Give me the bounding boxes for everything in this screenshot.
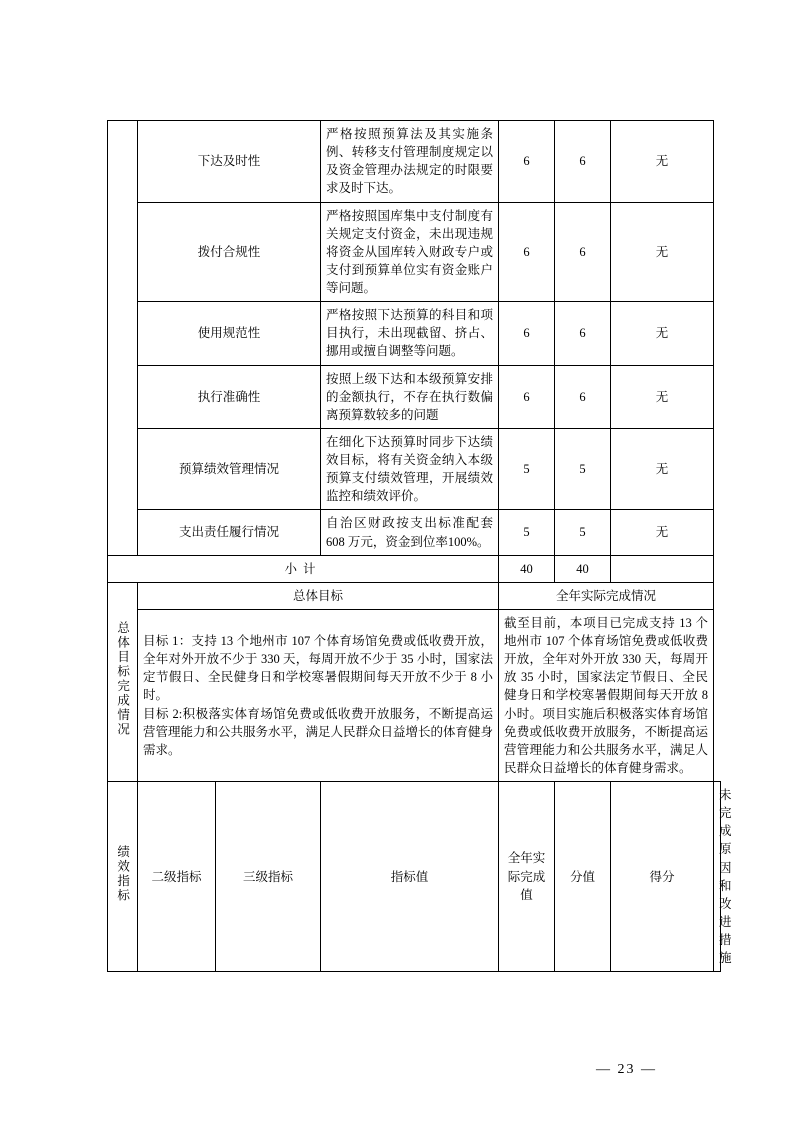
indicator-description: 严格按照下达预算的科目和项目执行，未出现截留、挤占、挪用或擅自调整等问题。 [321,302,499,365]
indicator-value: 5 [499,510,555,555]
indicator-score: 6 [555,365,611,428]
indicator-name: 执行准确性 [138,365,321,428]
indicator-value: 6 [499,365,555,428]
indicator-score: 6 [555,202,611,302]
indicator-description: 按照上级下达和本级预算安排的金额执行，不存在执行数偏离预算数较多的问题 [321,365,499,428]
overall-goal-row-label-text: 总体目标完成情况 [115,621,130,738]
table-row [108,428,721,510]
overall-header-row [108,582,721,609]
subtotal-value: 40 [499,555,555,582]
column-header-actual-value: 全年实际完成值 [499,782,555,972]
performance-table-wrapper [107,120,732,972]
overall-body-row [108,609,721,781]
subtotal-label: 小计 [108,555,499,582]
row-group-blank [108,121,138,556]
indicator-name: 预算绩效管理情况 [138,428,321,510]
performance-indicator-row-label-text: 绩效指标 [115,845,130,904]
indicator-description: 在细化下达预算时同步下达绩效目标，将有关资金纳入本级预算支付绩效管理，开展绩效监控和绩效评价。 [321,428,499,510]
page-number [0,1062,793,1078]
indicator-note: 无 [611,428,714,510]
column-header-unfinished-reason: 未完成原因和改进措施 [714,782,721,972]
table-row [108,202,721,302]
indicator-value: 6 [499,121,555,203]
subtotal-note [611,555,714,582]
indicator-score: 5 [555,510,611,555]
indicator-score: 6 [555,121,611,203]
overall-goal-text [138,609,499,781]
indicator-note: 无 [611,365,714,428]
indicator-name: 使用规范性 [138,302,321,365]
indicator-description: 自治区财政按支出标准配套 608 万元，资金到位率100%。 [321,510,499,555]
page-number-text: — 23 — [596,1062,657,1077]
indicator-description: 严格按照预算法及其实施条例、转移支付管理制度规定以及资金管理办法规定的时限要求及时下达。 [321,121,499,203]
indicator-name: 拨付合规性 [138,202,321,302]
performance-indicator-header-row [108,782,721,972]
column-header-score: 得分 [611,782,714,972]
indicator-note: 无 [611,302,714,365]
indicator-value: 6 [499,202,555,302]
indicator-description: 严格按照国库集中支付制度有关规定支付资金，未出现违规将资金从国库转入财政专户或支付到预算单位实有资金账户等问题。 [321,202,499,302]
column-header-level3: 三级指标 [216,782,321,972]
indicator-note: 无 [611,510,714,555]
indicator-name: 下达及时性 [138,121,321,203]
overall-goal-col-header: 总体目标 [138,582,499,609]
subtotal-score: 40 [555,555,611,582]
actual-completion-col-header: 全年实际完成情况 [499,582,714,609]
performance-table [107,120,732,972]
overall-goal-text-1: 目标 1：支持 13 个地州市 107 个体育场馆免费或低收费开放，全年对外开放不少于 330 天，每周开放不少于 35 小时，国家法定节假日、全民健身日和学校寒暑假期间每天开放不少于 8 小时。 [143,634,494,703]
indicator-score: 5 [555,428,611,510]
indicator-value: 5 [499,428,555,510]
indicator-note: 无 [611,202,714,302]
table-row [108,510,721,555]
column-header-indicator-value: 指标值 [321,782,499,972]
table-row [108,302,721,365]
performance-indicator-row-label [108,782,138,972]
column-header-points: 分值 [555,782,611,972]
table-row [108,365,721,428]
table-row [108,121,721,203]
indicator-note: 无 [611,121,714,203]
column-header-level2: 二级指标 [138,782,216,972]
indicator-name: 支出责任履行情况 [138,510,321,555]
subtotal-row [108,555,721,582]
indicator-score: 6 [555,302,611,365]
actual-completion-text: 截至目前，本项目已完成支持 13 个地州市 107 个体育场馆免费或低收费开放，全年对外开放 330 天，每周开放 35 小时，国家法定节假日、全民健身日和学校寒暑假期间每天开放 8 小时。项目实施后积极落实体育场馆免费或低收费开放服务，不断提高运营管理能力和公共服务水平，满足人民群众日益增长的体育健身需求。 [499,609,714,781]
overall-goal-row-label [108,582,138,781]
overall-goal-text-2: 目标 2:积极落实体育场馆免费或低收费开放服务，不断提高运营管理能力和公共服务水平，满足人民群众日益增长的体育健身需求。 [143,706,494,757]
indicator-value: 6 [499,302,555,365]
